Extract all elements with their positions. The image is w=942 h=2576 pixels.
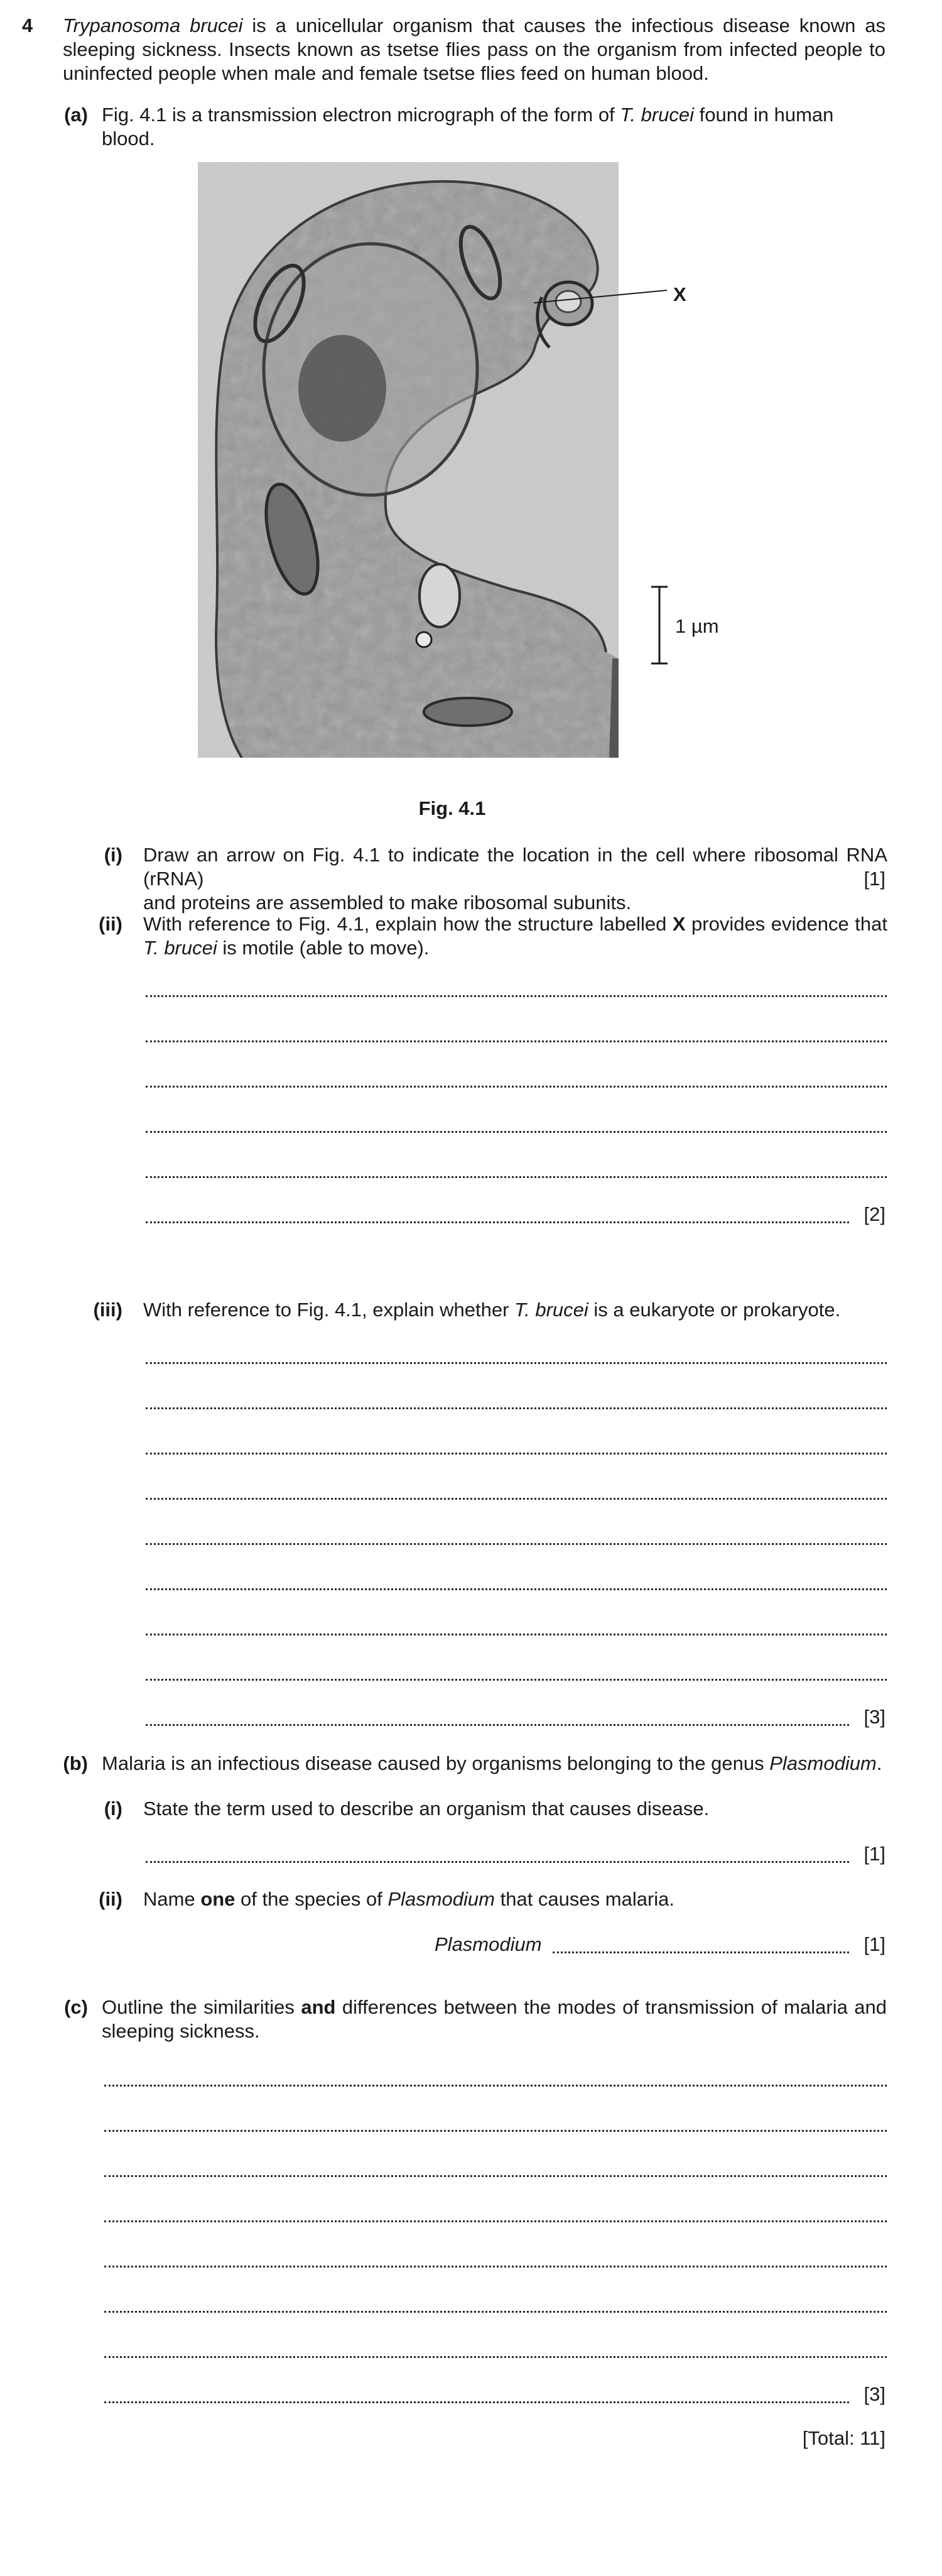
answer-line[interactable] [146,1221,849,1223]
answer-line[interactable] [146,1588,887,1590]
part-a-ii-line1-before: With reference to Fig. 4.1, explain how the structure labelled [143,913,673,935]
part-c-label: (c) [64,1996,88,2018]
part-b-i-mark: [1] [858,1842,885,1866]
electron-micrograph-image [198,162,619,758]
part-a-label: (a) [64,104,88,126]
part-a-i-text [143,843,887,915]
part-a-iii-mark: [3] [858,1705,885,1729]
answer-line[interactable] [104,2266,887,2268]
intro-line2: sleeping sickness. Insects known as tsetse flies pass on the organism from infected people to [63,38,885,60]
part-b-i-text: State the term used to describe an organism that causes disease. [143,1798,710,1820]
part-a-ii-line2-after: is motile (able to move). [217,937,430,959]
figure-caption: Fig. 4.1 [418,797,486,819]
total-marks: [Total: 11] [796,2426,885,2450]
part-b-ii-text-before: Name [143,1888,201,1910]
answer-line[interactable] [146,1086,887,1088]
question-intro [63,14,885,85]
part-b-label: (b) [63,1752,88,1774]
part-a-ii-line1-after: provides evidence that [685,913,887,935]
part-a-i-line1: Draw an arrow on Fig. 4.1 to indicate the location in the cell where ribosomal RNA (rRNA) [143,844,887,890]
part-b-text [102,1752,887,1776]
scale-bar [650,584,669,666]
part-a-iii-text [143,1298,887,1322]
part-b-ii-text-after: that causes malaria. [494,1888,675,1910]
scale-bar-label: 1 µm [675,615,719,637]
part-c-text [102,1995,887,2043]
answer-line[interactable] [553,1951,849,1953]
answer-line[interactable] [104,2356,887,2358]
label-x: X [673,283,686,305]
part-b-ii-label: (ii) [99,1888,122,1910]
answer-line[interactable] [146,1724,849,1726]
answer-line[interactable] [146,1362,887,1364]
intro-species-name: Trypanosoma brucei [63,14,243,36]
part-a-iii-label: (iii) [93,1299,122,1321]
part-a-text [102,103,887,151]
part-c-and: and [301,1996,336,2018]
answer-line[interactable] [104,2401,849,2403]
part-a-text-after: found in human blood. [102,104,834,150]
part-c-line2: sleeping sickness. [102,2020,260,2042]
intro-line3: uninfected people when male and female tsetse flies feed on human blood. [63,62,709,84]
answer-line[interactable] [104,2311,887,2313]
part-a-ii-structure-x: X [672,913,686,935]
part-b-text-after: . [876,1752,882,1774]
part-b-ii-text [143,1887,887,1911]
answer-line[interactable] [146,1040,887,1042]
answer-line[interactable] [146,1453,887,1454]
answer-line[interactable] [146,1407,887,1409]
answer-line[interactable] [104,2175,887,2177]
answer-line[interactable] [146,1498,887,1500]
part-a-i-label: (i) [104,844,122,866]
part-c-mark: [3] [858,2382,885,2406]
answer-line[interactable] [146,1861,849,1863]
part-b-ii-genus: Plasmodium [387,1888,495,1910]
part-a-iii-species: T. brucei [514,1299,588,1321]
part-c-line1-after: differences between the modes of transmission of malaria and [335,1996,887,2018]
answer-line[interactable] [146,995,887,997]
part-b-i-label: (i) [104,1798,122,1820]
question-number: 4 [22,14,33,36]
part-a-ii-species: T. brucei [143,937,217,959]
part-b-ii-mark: [1] [858,1933,885,1957]
part-c-line1-before: Outline the similarities [102,1996,301,2018]
part-a-i-line2: and proteins are assembled to make ribosomal subunits. [143,892,632,914]
answer-line[interactable] [104,2085,887,2087]
part-a-species: T. brucei [620,104,695,126]
part-a-ii-mark: [2] [858,1203,885,1226]
part-a-i-mark: [1] [858,867,885,891]
answer-line[interactable] [104,2130,887,2132]
part-b-genus: Plasmodium [769,1752,877,1774]
part-a-ii-text [143,912,887,960]
part-a-iii-text-before: With reference to Fig. 4.1, explain whether [143,1299,515,1321]
answer-line[interactable] [146,1131,887,1133]
part-a-text-before: Fig. 4.1 is a transmission electron micrograph of the form of [102,104,620,126]
answer-line[interactable] [104,2220,887,2222]
part-a-ii-label: (ii) [99,913,122,935]
answer-line[interactable] [146,1679,887,1681]
answer-line[interactable] [146,1634,887,1635]
label-x-pointer-line [534,270,685,320]
part-b-ii-text-middle: of the species of [235,1888,388,1910]
intro-line1-rest: is a unicellular organism that causes the infectious disease known as [242,14,885,36]
part-b-text-before: Malaria is an infectious disease caused by organisms belonging to the genus [102,1752,770,1774]
part-b-ii-answer-prefix: Plasmodium [435,1933,542,1955]
answer-line[interactable] [146,1176,887,1178]
part-a-iii-text-after: is a eukaryote or prokaryote. [588,1299,841,1321]
answer-line[interactable] [146,1543,887,1545]
part-b-ii-one: one [200,1888,236,1910]
